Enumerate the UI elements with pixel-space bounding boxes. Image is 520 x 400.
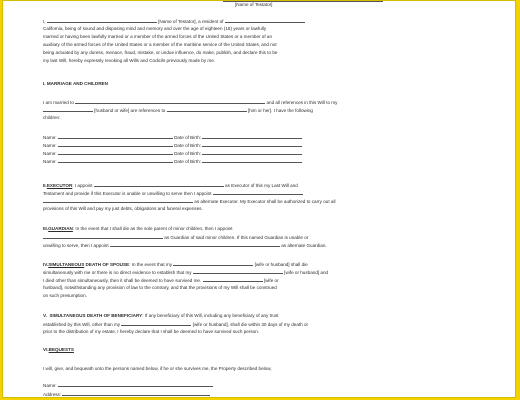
spouse-line-1 bbox=[43, 260, 308, 268]
marriage-line-1 bbox=[43, 98, 337, 106]
beneficiary-established-text: established by this Will, other than my bbox=[43, 322, 121, 327]
child-name-field[interactable] bbox=[58, 133, 173, 139]
child-name-field[interactable] bbox=[58, 141, 173, 147]
bequest-name-field[interactable] bbox=[58, 381, 213, 387]
him-her-text: [him or her]. I have the following bbox=[247, 108, 313, 113]
executor-number: II. bbox=[43, 183, 47, 188]
child-dob-field[interactable] bbox=[202, 133, 302, 139]
residence-blank[interactable] bbox=[225, 17, 305, 23]
spouse-wife-or-text: [wife or bbox=[263, 278, 279, 283]
executor-as-text: as Executor of this my Last Will and bbox=[225, 183, 298, 188]
spouse-line-5: on such presumption. bbox=[43, 293, 87, 298]
intro-line-3: married or having been lawfully married or a member of the armed forces of the United States or a member of an bbox=[43, 34, 273, 39]
spouse-blank-3[interactable] bbox=[203, 276, 263, 282]
alt-executor-blank-2[interactable] bbox=[43, 197, 193, 203]
spouse-section-title-rest: DEATH OF SPOUSE bbox=[84, 262, 130, 267]
beneficiary-blank[interactable] bbox=[121, 320, 191, 326]
spouse-reference-blank[interactable] bbox=[167, 106, 247, 112]
child-dob-label: Date of Birth: bbox=[174, 143, 201, 148]
spouse-blank-1[interactable] bbox=[173, 260, 253, 266]
guardian-name-blank[interactable] bbox=[43, 233, 163, 239]
guardian-title: GUARDIAN bbox=[48, 226, 73, 231]
testator-name-blank[interactable] bbox=[47, 17, 157, 23]
beneficiary-line-2 bbox=[43, 320, 308, 328]
child-row bbox=[43, 149, 302, 157]
intro-line-6: my last Will, hereby expressly revoking all Wills and Codicils previously made by me. bbox=[43, 58, 216, 63]
child-name-label: Name: bbox=[43, 135, 57, 140]
intro-line-5: being actuated by any duress, menace, fraud, mistake, or undue influence, do make, publish, and declare this to be bbox=[43, 50, 278, 55]
intro-resident-text: [Name of Testator], a resident of bbox=[158, 19, 224, 24]
executor-line-1 bbox=[43, 181, 298, 189]
document-page bbox=[2, 0, 516, 398]
child-name-label: Name: bbox=[43, 159, 57, 164]
child-name-label: Name: bbox=[43, 143, 57, 148]
child-dob-field[interactable] bbox=[202, 157, 302, 163]
guardian-number: III. bbox=[43, 226, 49, 231]
bequests-line-1: I will, give, and bequeath unto the persons named below, if he or she survives me, the Property described below, bbox=[43, 366, 272, 371]
guardian-line-3 bbox=[43, 241, 327, 249]
intro-line-2: California, being of sound and disposing mind and memory and over the age of eighteen (18) years or lawfully bbox=[43, 26, 267, 31]
child-dob-label: Date of Birth: bbox=[174, 151, 201, 156]
intro-line-1 bbox=[43, 17, 305, 25]
spouse-simultaneous-text: simultaneously with me or there is no direct evidence to establish that my bbox=[43, 270, 192, 275]
beneficiary-line-3: prior to the distribution of my estate, I hereby declare that I shall be deemed to have survived such person. bbox=[43, 329, 260, 334]
guardian-unwilling-text: unwilling to serve, then I appoint bbox=[43, 243, 109, 248]
alt-executor-text: as alternate Executor. My Executor shall be authorized to carry out all bbox=[194, 199, 336, 204]
alt-guardian-blank[interactable] bbox=[110, 241, 280, 247]
married-to-text: I am married to bbox=[43, 100, 74, 105]
spouse-line-3 bbox=[43, 276, 279, 284]
spouse-wife-husband-text: [wife or husband] shall die bbox=[254, 262, 308, 267]
bequest-address-label: Address: bbox=[43, 392, 62, 397]
spouse-line-2 bbox=[43, 268, 328, 276]
spouse-line-4: husband], notwithstanding any provision of law to the contrary, and that the provisions of my Will shall be construed bbox=[43, 285, 277, 290]
spouse-section-number: IV. bbox=[43, 262, 49, 267]
bequest-name-row bbox=[43, 381, 213, 389]
guardian-line-2 bbox=[43, 233, 308, 241]
bequest-name-label: Name: bbox=[43, 383, 57, 388]
child-name-label: Name: bbox=[43, 151, 57, 156]
executor-line-4: provisions of this Will and pay my just debts, obligations and funeral expenses. bbox=[43, 206, 203, 211]
spouse-and-text: [wife or husband] and bbox=[284, 270, 329, 275]
executor-title: EXECUTOR bbox=[46, 183, 73, 188]
bequests-heading bbox=[43, 346, 74, 353]
spouse-event-text: : In the event that my bbox=[129, 262, 173, 267]
spouse-blank-2[interactable] bbox=[193, 268, 283, 274]
alt-guardian-text: as alternate Guardian. bbox=[281, 243, 327, 248]
child-name-field[interactable] bbox=[58, 149, 173, 155]
child-name-field[interactable] bbox=[58, 157, 173, 163]
executor-line-3 bbox=[43, 197, 335, 205]
executor-line-2 bbox=[43, 189, 303, 197]
child-dob-label: Date of Birth: bbox=[174, 159, 201, 164]
executor-name-blank[interactable] bbox=[94, 181, 224, 187]
intro-i: I, bbox=[43, 19, 46, 24]
child-dob-label: Date of Birth: bbox=[174, 135, 201, 140]
child-row bbox=[43, 157, 302, 165]
bequest-address-field[interactable] bbox=[62, 390, 210, 396]
marriage-heading: I. MARRIAGE AND CHILDREN bbox=[43, 81, 108, 86]
marriage-line-3: children: bbox=[43, 115, 61, 120]
husband-wife-blank[interactable] bbox=[43, 106, 93, 112]
alt-executor-blank[interactable] bbox=[213, 189, 303, 195]
spouse-name-blank[interactable] bbox=[75, 98, 265, 104]
spouse-died-text: I died other than simultaneously, then it shall be deemed to have survived me. bbox=[43, 278, 202, 283]
references-to-text: [husband or wife] are references to bbox=[94, 108, 166, 113]
bequest-address-row bbox=[43, 390, 210, 398]
child-row bbox=[43, 133, 302, 141]
bequests-number: VI. bbox=[43, 347, 49, 352]
references-text: and all references in this Will to my bbox=[266, 100, 338, 105]
executor-provide-text: Testament and provide if this Executor is unable or unwilling to serve then I appoint bbox=[43, 191, 212, 196]
beneficiary-if-text: : If any beneficiary of this Will, including any beneficiary of any trust bbox=[142, 313, 279, 318]
spouse-section-title: SIMULTANEOUS bbox=[48, 262, 85, 267]
child-dob-field[interactable] bbox=[202, 149, 302, 155]
guardian-event-text: : In the event that I shall die as the sole parent of minor children, then I appoint bbox=[72, 226, 233, 231]
guardian-line-1 bbox=[43, 225, 232, 232]
executor-appoint-text: : I appoint bbox=[72, 183, 93, 188]
guardian-as-text: as Guardian of said minor children. If this named Guardian is unable or bbox=[164, 235, 309, 240]
bequests-title: BEQUESTS bbox=[48, 347, 74, 352]
intro-line-4: auxiliary of the armed forces of the United States or a member of the maritime service of the United States, and not bbox=[43, 42, 277, 47]
beneficiary-line-1 bbox=[43, 312, 279, 319]
beneficiary-within-text: [wife or husband], shall die within 30 days of my death or bbox=[192, 322, 309, 327]
child-dob-field[interactable] bbox=[202, 141, 302, 147]
testator-name-caption: [Name of Testator] bbox=[235, 2, 273, 7]
beneficiary-section-title: SIMULTANEOUS DEATH OF BENEFICIARY bbox=[49, 313, 143, 318]
beneficiary-section-number: V. bbox=[43, 313, 47, 318]
marriage-line-2 bbox=[43, 106, 313, 114]
child-row bbox=[43, 141, 302, 149]
